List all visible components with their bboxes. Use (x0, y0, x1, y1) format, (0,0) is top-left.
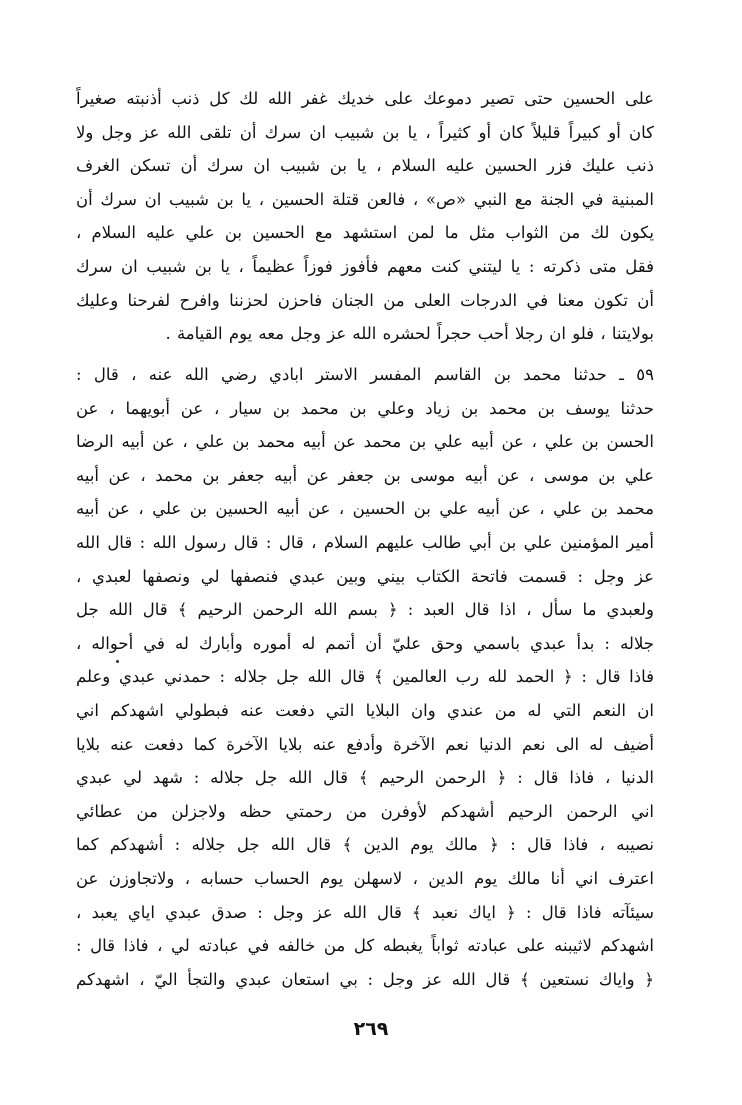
text-line: فقل متى ذكرته : يا ليتني كنت معهم فأفوز فوزاً عظيماً ، يا بن شبيب ان سرك (76, 256, 654, 276)
text-line: الحسن بن علي ، عن أبيه علي بن محمد عن أبيه محمد بن علي ، عن أبيه الرضا (76, 432, 654, 452)
text-line: جلاله : بدأ عبدي باسمي وحق عليّ أن أتمم له أموره وأبارك له في أحواله ، (76, 633, 654, 653)
text-line: اني الرحمن الرحيم أشهدكم لأوفرن من رحمتي حظه ولاجزلن من عطائي (76, 801, 654, 821)
text-line: على الحسين حتى تصير دموعك على خديك غفر الله لك كل ذنب أذنبته صغيراً (76, 89, 654, 108)
text-line: فاذا قال : ﴿ الحمد لله رب العالمين ﴾ قال الله جل جلاله : حمدني عبدي وعلم (76, 667, 654, 687)
text-line: بولايتنا ، فلو ان رجلا أحب حجراً لحشره الله عز وجل معه يوم القيامة . (165, 324, 654, 344)
text-line: اعترف اني أنا مالك يوم الدين ، لاسهلن يوم الحساب حسابه ، ولاتجاوزن عن (76, 868, 654, 888)
text-line: المبنية في الجنة مع النبي «ص» ، فالعن قتلة الحسين ، يا بن شبيب ان سرك أن (76, 189, 654, 209)
text-line: عز وجل : قسمت فاتحة الكتاب بيني وبين عبدي فنصفها لي ونصفها لعبدي ، (76, 566, 654, 586)
text-line: أمير المؤمنين علي بن أبي طالب عليهم السلام ، قال : قال رسول الله : قال الله (76, 532, 654, 552)
text-line: علي بن موسى ، عن أبيه موسى بن جعفر عن أبيه جعفر بن محمد ، عن أبيه (76, 465, 654, 485)
text-line: حدثنا يوسف بن محمد بن زياد وعلي بن محمد بن سيار ، عن أبويهما ، عن (76, 398, 654, 418)
text-line: محمد بن علي ، عن أبيه علي بن الحسين ، عن أبيه الحسين بن علي ، عن أبيه (76, 499, 654, 519)
text-line: أضيف له الى نعم الدنيا نعم الآخرة وأدفع عنه بلايا الآخرة كما دفعت عنه بلايا (76, 734, 654, 754)
paragraph-1 (76, 82, 654, 351)
paragraph-2 (76, 358, 654, 996)
text-line: ان النعم التي له من عندي وان البلايا التي دفعت عنه فبطولي اشهدكم اني (76, 700, 654, 720)
text-line: ولعبدي ما سأل ، اذا قال العبد : ﴿ بسم الله الرحمن الرحيم ﴾ قال الله جل (76, 600, 654, 620)
text-line: ٥٩ ـ حدثنا محمد بن القاسم المفسر الاستر ابادي رضي الله عنه ، قال : (76, 365, 654, 384)
text-line: نصيبه ، فاذا قال : ﴿ مالك يوم الدين ﴾ قال الله جل جلاله : أشهدكم كما (76, 835, 654, 855)
text-line: يكون لك من الثواب مثل ما لمن استشهد مع الحسين بن علي عليه السلام ، (76, 223, 654, 243)
text-line: ذنب عليك فزر الحسين عليه السلام ، يا بن شبيب ان سرك أن تسكن الغرف (76, 156, 654, 176)
text-line: اشهدكم لاثيبنه على عبادته ثواباً يغبطه كل من خالفه في عبادته لي ، فاذا قال : (76, 936, 654, 956)
page-number: ٢٦٩ (353, 1018, 389, 1040)
text-line: ﴿ واياك نستعين ﴾ قال الله عز وجل : بي استعان عبدي والتجأ اليّ ، اشهدكم (76, 969, 654, 989)
text-line: سيئآته فاذا قال : ﴿ اياك نعبد ﴾ قال الله عز وجل : صدق عبدي اياي يعبد ، (76, 902, 654, 922)
margin-mark (116, 660, 119, 663)
text-line: الدنيا ، فاذا قال : ﴿ الرحمن الرحيم ﴾ قال الله جل جلاله : شهد لي عبدي (76, 768, 654, 788)
text-line: كان أو كبيراً قليلاً كان أو كثيراً ، يا بن شبيب ان سرك أن تلقى الله عز وجل ولا (76, 122, 654, 142)
text-line: أن تكون معنا في الدرجات العلى من الجنان فاحزن لحزننا وافرح لفرحنا وعليك (76, 290, 654, 310)
